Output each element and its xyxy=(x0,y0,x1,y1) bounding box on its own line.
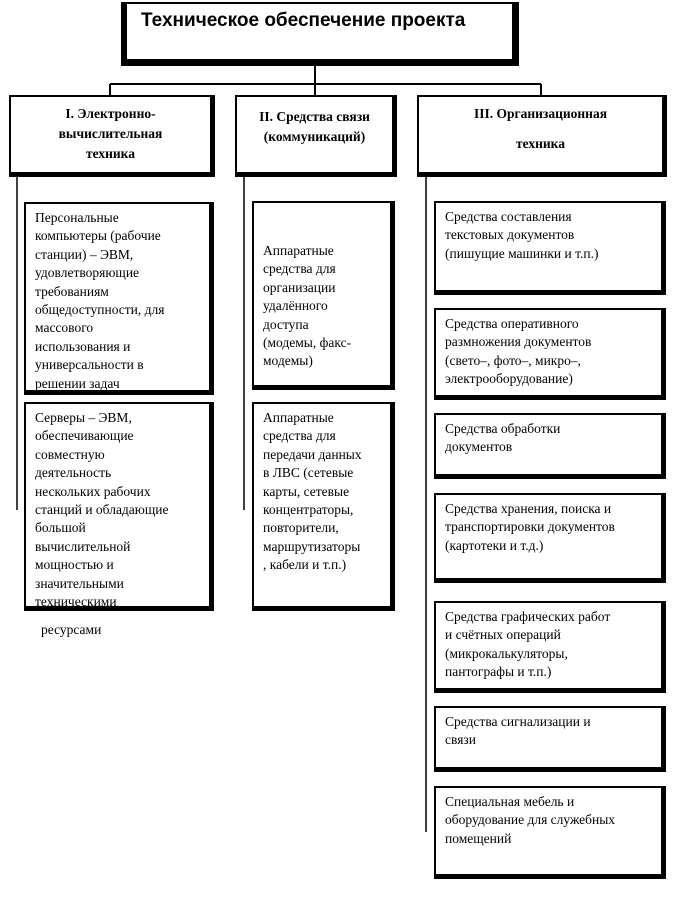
category-label: III. Организационная техника xyxy=(473,106,608,151)
item-box xyxy=(24,202,214,395)
item-box xyxy=(252,201,395,390)
overflow-text: ресурсами xyxy=(41,622,102,637)
item-text: Персональные компьютеры (рабочие станции) – ЭВМ, удовлетворяющие требованиям общедоступности, для массового использования и универсальности в решении задач xyxy=(35,210,165,391)
item-text: Средства хранения, поиска и транспортировки документов (картотеки и т.д.) xyxy=(445,501,615,553)
category-box-3 xyxy=(417,95,667,177)
category-box-2 xyxy=(235,95,397,177)
item-text: Аппаратные средства для организации удалённого доступа (модемы, факс- модемы) xyxy=(263,243,352,369)
diagram-title: Техническое обеспечение проекта xyxy=(141,10,466,31)
item-box xyxy=(252,402,395,611)
item-box xyxy=(434,493,666,583)
category-label: I. Электронно- вычислительная техника xyxy=(58,106,163,161)
item-box xyxy=(434,413,666,479)
item-text: Аппаратные средства для передачи данных в ЛВС (сетевые карты, сетевые концентраторы, повторители, маршрутизаторы , кабели и т.п.) xyxy=(263,410,362,573)
category-box-1 xyxy=(9,95,215,177)
item-box xyxy=(434,601,666,693)
category-label: II. Средства связи (коммуникаций) xyxy=(259,109,370,144)
item-box xyxy=(434,706,666,772)
item-text: Средства обработки документов xyxy=(445,421,561,455)
item-box xyxy=(434,786,666,879)
item-text: Средства графических работ и счётных операций (микрокалькуляторы, пантографы и т.п.) xyxy=(445,609,611,680)
item-text: Специальная мебель и оборудование для служебных помещений xyxy=(445,794,616,846)
item-text: Средства составления текстовых документов (пишущие машинки и т.п.) xyxy=(445,209,599,261)
item-text: Серверы – ЭВМ, обеспечивающие совместную деятельность нескольких рабочих станций и обладающие большой вычислительной мощностью и значительными техническими xyxy=(35,410,169,610)
item-box xyxy=(434,308,666,400)
item-text: Средства оперативного размножения документов (свето–, фото–, микро–, электрооборудование) xyxy=(445,316,592,387)
title-box xyxy=(121,2,519,66)
item-text: Средства сигнализации и связи xyxy=(445,714,591,748)
item-box xyxy=(24,402,214,611)
item-box xyxy=(434,201,666,295)
